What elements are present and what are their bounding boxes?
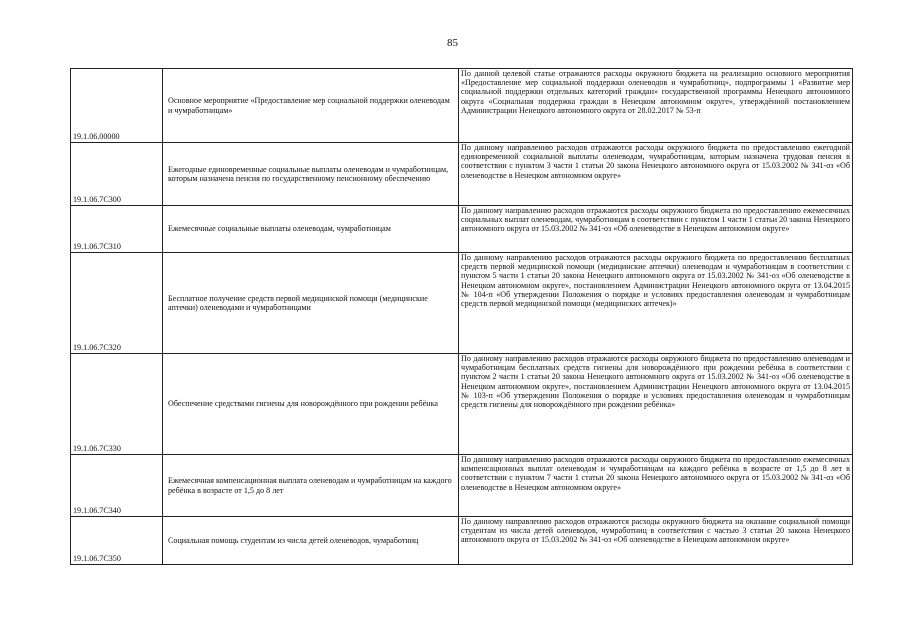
table-row [71, 69, 853, 143]
target-article-code: 19.1.06.7С300 [71, 143, 163, 206]
target-article-name: Обеспечение средствами гигиены для новорождённого при рождении ребёнка [163, 354, 459, 455]
target-article-name: Основное мероприятие «Предоставление мер социальной поддержки оленеводам и чумработницам» [163, 69, 459, 143]
target-article-description: По данному направлению расходов отражаются расходы окружного бюджета по предоставлению оленеводам и чумработницам бесплатных средств гигиены для новорождённого при рождении ребёнка в соответствии с пунктом 2 части 1 статьи 20 закона Ненецкого автономного округа от 15.03.2002 № 341-оз «Об оленеводстве в Ненецком автономном округе», постановлением Администрации Ненецкого автономного округа от 13.04.2015 № 103-п «Об утверждении Положения о порядке и условиях предоставления оленеводам и чумработницам средств гигиены для новорождённого при рождении ребёнка» [459, 354, 853, 455]
target-article-name: Ежемесячная компенсационная выплата оленеводам и чумработницам на каждого ребёнка в возрасте от 1,5 до 8 лет [163, 455, 459, 517]
target-article-description: По данному направлению расходов отражаются расходы окружного бюджета по предоставлению ежегодной единовременной социальной выплаты оленеводам, чумработницам, которым назначена трудовая пенсия в соответствии с пунктом 3 части 1 статьи 20 закона Ненецкого автономного округа от 15.03.2002 № 341-оз «Об оленеводстве в Ненецком автономном округе» [459, 143, 853, 206]
target-article-description: По данному направлению расходов отражаются расходы окружного бюджета по предоставлению бесплатных средств первой медицинской помощи (медицинские аптечки) оленеводам и чумработницам в соответствии с пунктом 5 части 1 статьи 20 закона Ненецкого автономного округа от 15.03.2002 № 341-оз «Об оленеводстве в Ненецком автономном округе», постановлением Администрации Ненецкого автономного округа от 13.04.2015 № 104-п «Об утверждении Положения о порядке и условиях предоставления оленеводам и чумработницам средств первой медицинской помощи (медицинских аптечек)» [459, 253, 853, 354]
target-article-code: 19.1.06.7С340 [71, 455, 163, 517]
target-article-code: 19.1.06.7С320 [71, 253, 163, 354]
target-article-code: 19.1.06.7С310 [71, 206, 163, 253]
target-article-code: 19.1.06.7С330 [71, 354, 163, 455]
budget-classification-table [70, 68, 853, 565]
table-row [71, 354, 853, 455]
target-article-name: Ежемесячные социальные выплаты оленеводам, чумработницам [163, 206, 459, 253]
target-article-code: 19.1.06.00000 [71, 69, 163, 143]
target-article-description: По данному направлению расходов отражаются расходы окружного бюджета по предоставлению ежемесячных социальных выплат оленеводам, чумработницам в соответствии с пунктом 1 части 1 статьи 20 закона Ненецкого автономного округа от 15.03.2002 № 341-оз «Об оленеводстве в Ненецком автономном округе» [459, 206, 853, 253]
page-number: 85 [447, 37, 458, 49]
target-article-name: Социальная помощь студентам из числа детей оленеводов, чумработниц [163, 517, 459, 565]
target-article-name: Бесплатное получение средств первой медицинской помощи (медицинские аптечки) оленеводами и чумработницами [163, 253, 459, 354]
table-row [71, 455, 853, 517]
target-article-code: 19.1.06.7С350 [71, 517, 163, 565]
table-row [71, 143, 853, 206]
target-article-description: По данному направлению расходов отражаются расходы окружного бюджета по предоставлению ежемесячных компенсационных выплат оленеводам и чумработницам на каждого ребёнка в возрасте от 1,5 до 8 лет в соответствии с пунктом 7 части 1 статьи 20 закона Ненецкого автономного округа от 15.03.2002 № 341-оз «Об оленеводстве в Ненецком автономном округе» [459, 455, 853, 517]
table-row [71, 517, 853, 565]
table-row [71, 206, 853, 253]
target-article-description: По данному направлению расходов отражаются расходы окружного бюджета на оказание социальной помощи студентам из числа детей оленеводов, чумработниц в соответствии с частью 3 статьи 20 закона Ненецкого автономного округа от 15.03.2002 № 341-оз «Об оленеводстве в Ненецком автономном округе» [459, 517, 853, 565]
target-article-description: По данной целевой статье отражаются расходы окружного бюджета на реализацию основного мероприятия «Предоставление мер социальной поддержки оленеводов и чумработниц», подпрограммы 1 «Развитие мер социальной поддержки отдельных категорий граждан» государственной программы Ненецкого автономного округа «Социальная поддержка граждан в Ненецком автономном округе», утверждённой постановлением Администрации Ненецкого автономного округа от 28.02.2017 № 53-п [459, 69, 853, 143]
target-article-name: Ежегодные единовременные социальные выплаты оленеводам и чумработницам, которым назначена пенсия по государственному пенсионному обеспечению [163, 143, 459, 206]
table-row [71, 253, 853, 354]
